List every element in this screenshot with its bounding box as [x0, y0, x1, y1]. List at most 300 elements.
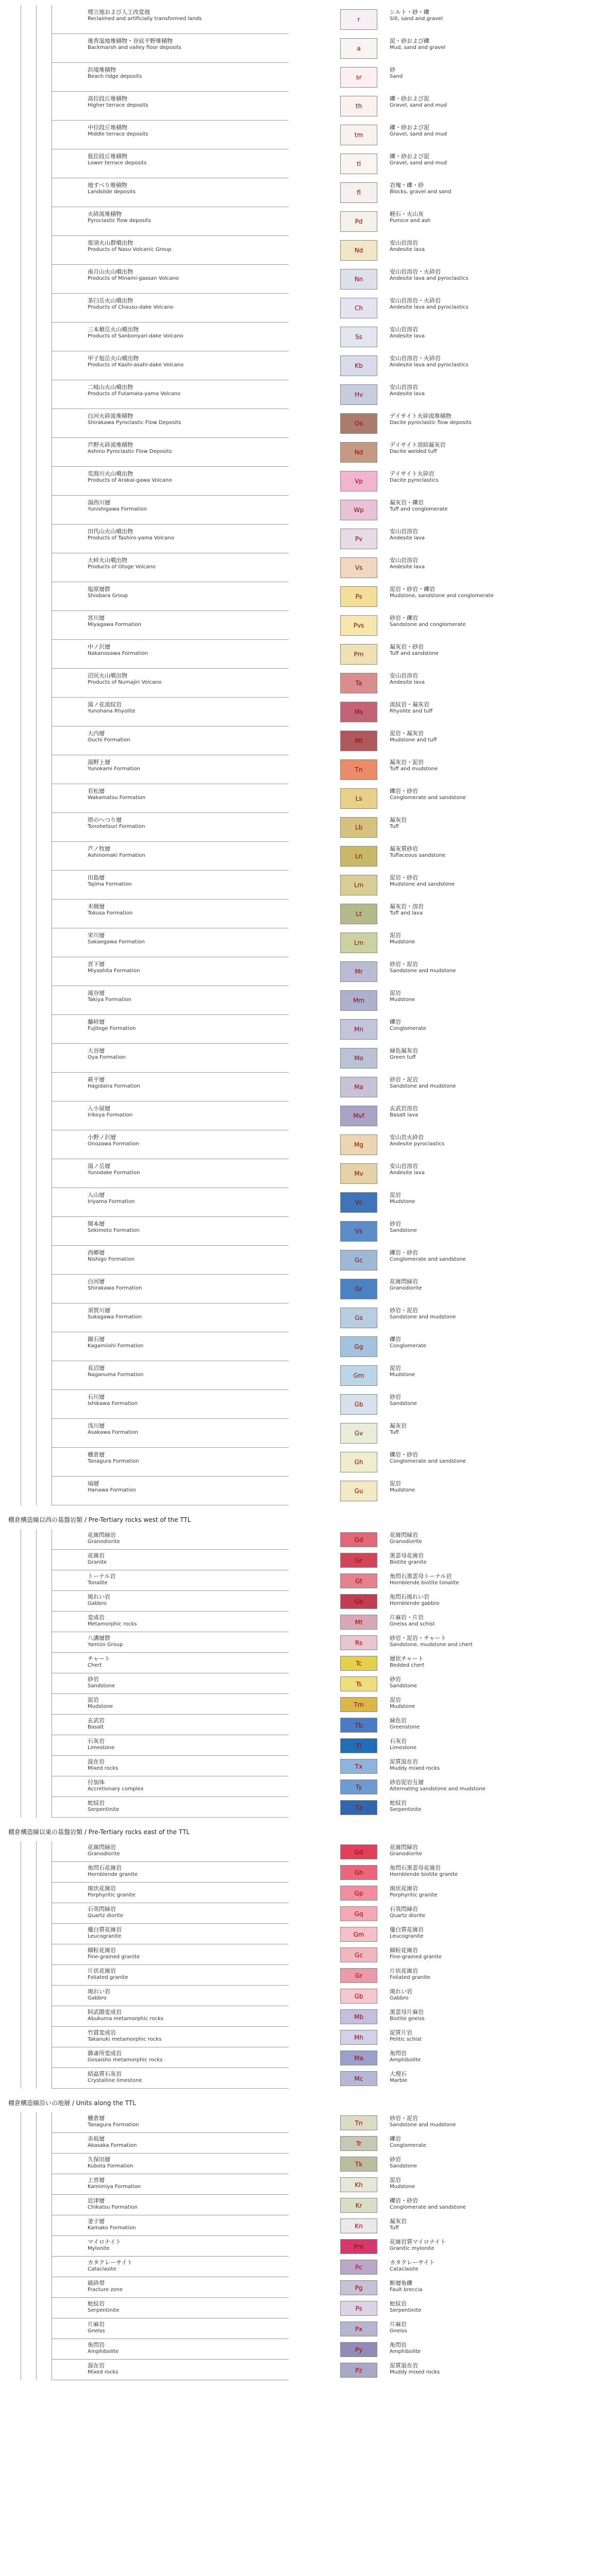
unit-name-en: Shiobara Group — [88, 593, 128, 599]
unit-name-en: Fracture zone — [88, 2287, 123, 2293]
unit-name-en: Sakaegawa Formation — [88, 939, 145, 945]
lithology-en: Gabbro — [390, 1995, 409, 2001]
unit-row — [0, 2195, 600, 2215]
unit-name-en: Ouchi Formation — [88, 737, 130, 743]
unit-code: Mn — [354, 1026, 363, 1033]
unit-color-chip — [340, 1250, 377, 1270]
unit-color-chip — [340, 125, 377, 145]
unit-name-en: Abukuma metamorphic rocks — [88, 2016, 163, 2022]
lithology-en: Conglomerate and sandstone — [390, 1459, 466, 1464]
lithology-en: Quartz diorite — [390, 1913, 426, 1919]
lithology-ja: 緑色岩 — [390, 1717, 407, 1724]
unit-name-ja: 荒海川火山噴出物 — [88, 470, 133, 477]
unit-code: Kh — [355, 2181, 363, 2189]
unit-code: Tm — [354, 1701, 364, 1708]
lithology-en: Andesite lava — [390, 680, 425, 685]
lithology-ja: 礫岩・砂岩 — [390, 1451, 418, 1458]
unit-code: Hv — [354, 391, 363, 398]
unit-code: tm — [354, 131, 363, 139]
unit-code: Vs — [355, 1228, 363, 1235]
unit-code: Gb — [354, 1598, 363, 1605]
unit-color-chip — [340, 2342, 377, 2357]
unit-name-en: Ashino Pyroclastic Flow Deposits — [88, 449, 172, 454]
lithology-ja: 泥岩 — [390, 2177, 401, 2183]
lithology-en: Limestone — [390, 1745, 416, 1751]
section-title: 棚倉構造線沿いの地層 / Units along the TTL — [8, 2099, 136, 2107]
unit-name-ja: マイロナイト — [88, 2239, 122, 2245]
unit-code: Gr — [355, 1972, 363, 1979]
unit-name-ja: 塙層 — [88, 1480, 99, 1487]
unit-name-ja: 埋立地および人工改変地 — [88, 9, 150, 15]
unit-code: Vs — [355, 564, 363, 571]
lithology-ja: 砂岩・泥岩・チャート — [390, 1635, 446, 1641]
unit-row — [0, 2318, 600, 2339]
lithology-ja: 礫岩・砂岩 — [390, 788, 418, 794]
unit-code: Wp — [354, 506, 364, 514]
unit-color-chip — [340, 2177, 377, 2192]
unit-color-chip — [340, 702, 377, 722]
unit-row — [0, 1390, 600, 1419]
lithology-ja: 角閃石黒雲母花崗岩 — [390, 1865, 441, 1871]
unit-name-ja: 石英閃緑岩 — [88, 1906, 116, 1912]
unit-color-chip — [340, 38, 377, 59]
unit-code: Ps — [355, 593, 362, 600]
unit-color-chip — [340, 1697, 377, 1712]
unit-name-en: Metamorphic rocks — [88, 1621, 137, 1627]
unit-row — [0, 2360, 600, 2380]
unit-name-ja: 中ノ沢層 — [88, 643, 110, 650]
unit-name-ja: 那須火山群噴出物 — [88, 240, 133, 246]
unit-code: Vc — [355, 1199, 363, 1206]
unit-name-ja: 須賀川層 — [88, 1307, 110, 1314]
unit-name-ja: 斑れい岩 — [88, 1988, 110, 1995]
lithology-ja: 花崗閃緑岩 — [390, 1532, 418, 1538]
unit-color-chip — [340, 2321, 377, 2336]
lithology-ja: 礫岩・砂岩 — [390, 1249, 418, 1256]
unit-code: Gm — [353, 1930, 364, 1938]
lithology-en: Rhyolite and tuff — [390, 708, 433, 714]
unit-color-chip — [340, 9, 377, 30]
unit-name-ja: 白河層 — [88, 1278, 105, 1285]
unit-name-en: Higher terrace deposits — [88, 103, 148, 108]
unit-code: Nn — [354, 276, 363, 283]
lithology-ja: 軽石・火山灰 — [390, 211, 424, 217]
lithology-en: Sandstone — [390, 2163, 417, 2169]
unit-color-chip — [340, 1759, 377, 1774]
lithology-ja: 安山岩溶岩・火砕岩 — [390, 297, 441, 304]
unit-row — [0, 236, 600, 265]
unit-name-en: Accretionary complex — [88, 1786, 144, 1792]
lithology-en: Tuff — [390, 2225, 399, 2231]
unit-row — [0, 2257, 600, 2277]
unit-name-ja: 混在岩 — [88, 2362, 105, 2369]
unit-code: Ch — [355, 304, 363, 312]
lithology-en: Gravel, sand and mud — [390, 131, 447, 137]
lithology-ja: 断層角礫 — [390, 2280, 412, 2286]
unit-row — [0, 1188, 600, 1217]
lithology-ja: 角閃岩 — [390, 2342, 407, 2348]
section-title: 棚倉構造線以西の基盤岩類 / Pre-Tertiary rocks west of the TTL — [8, 1516, 191, 1523]
unit-row — [0, 669, 600, 698]
unit-color-chip — [340, 471, 377, 492]
lithology-ja: 安山岩溶岩 — [390, 326, 418, 333]
unit-name-ja: 茶臼岳火山噴出物 — [88, 297, 133, 304]
lithology-en: Tuff and conglomerate — [390, 506, 448, 512]
unit-color-chip — [340, 442, 377, 463]
unit-color-chip — [340, 2239, 377, 2254]
unit-name-ja: 栄川層 — [88, 932, 105, 939]
unit-name-ja: 湯西川層 — [88, 499, 110, 506]
lithology-ja: 花崗閃緑岩 — [390, 1278, 418, 1285]
unit-color-chip — [340, 1656, 377, 1671]
unit-row — [0, 34, 600, 63]
unit-name-en: Kamimiya Formation — [88, 2184, 141, 2190]
unit-name-ja: 藤峠層 — [88, 1019, 105, 1025]
unit-name-en: Nakanosawa Formation — [88, 651, 148, 656]
unit-name-en: Products of Nasu Volcanic Group — [88, 247, 172, 252]
unit-name-ja: 変成岩 — [88, 1614, 105, 1621]
unit-name-en: Tanagura Formation — [88, 1459, 139, 1464]
lithology-en: Fine-grained granite — [390, 1954, 442, 1960]
unit-name-en: Fujitoge Formation — [88, 1026, 136, 1031]
unit-name-ja: 若松層 — [88, 788, 105, 794]
unit-code: Tx — [355, 1762, 363, 1770]
unit-color-chip — [340, 1886, 377, 1901]
unit-code: Gq — [354, 1910, 363, 1918]
unit-name-ja: 玄武岩 — [88, 1717, 105, 1724]
unit-name-ja: 釜子層 — [88, 2218, 105, 2225]
unit-name-ja: 西郷層 — [88, 1249, 105, 1256]
unit-code: Pc — [355, 2263, 362, 2271]
lithology-en: Sandstone, mudstone and chert — [390, 1642, 473, 1648]
lithology-ja: 砂岩 — [390, 1676, 401, 1683]
unit-name-en: Amphibolite — [88, 2349, 119, 2354]
unit-color-chip — [340, 1573, 377, 1588]
lithology-ja: カタクレーサイト — [390, 2259, 435, 2266]
lithology-ja: 泥質混在岩 — [390, 1758, 418, 1765]
unit-name-ja: 優白質花崗岩 — [88, 1926, 122, 1933]
unit-code: Gv — [354, 1430, 363, 1437]
unit-color-chip — [340, 2071, 377, 2086]
unit-row — [0, 2277, 600, 2298]
unit-color-chip — [340, 961, 377, 982]
unit-name-ja: 低位段丘堆積物 — [88, 153, 127, 160]
unit-color-chip — [340, 1279, 377, 1299]
lithology-en: Conglomerate — [390, 1026, 426, 1031]
unit-name-ja: チャート — [88, 1655, 110, 1662]
unit-name-ja: 塔のへつり層 — [88, 817, 122, 823]
unit-code: Tn — [355, 2119, 363, 2127]
lithology-ja: 礫岩 — [390, 1019, 401, 1025]
lithology-en: Sandstone — [390, 1228, 417, 1233]
lithology-ja: 泥岩 — [390, 1365, 401, 1371]
unit-name-ja: 後背湿地堆積物・谷底平野堆積物 — [88, 38, 173, 44]
unit-row — [0, 2133, 600, 2154]
unit-row — [0, 698, 600, 726]
unit-row — [0, 1303, 600, 1332]
unit-color-chip — [340, 1865, 377, 1880]
unit-name-en: Asakawa Formation — [88, 1430, 138, 1435]
lithology-en: Mudstone and sandstone — [390, 882, 455, 887]
unit-code: Tb — [355, 1721, 363, 1729]
lithology-ja: 泥岩 — [390, 932, 401, 939]
unit-name-en: Tanagura Formation — [88, 2122, 139, 2128]
lithology-en: Pelitic schist — [390, 2037, 422, 2042]
unit-name-en: Pyroclastic flow deposits — [88, 218, 151, 224]
unit-row — [0, 1419, 600, 1448]
unit-code: Tn — [355, 766, 363, 773]
unit-row — [0, 813, 600, 842]
lithology-en: Cataclasite — [390, 2266, 419, 2272]
lithology-en: Pumice and ash — [390, 218, 431, 224]
lithology-ja: 凝灰岩・礫岩 — [390, 499, 424, 506]
unit-name-en: Products of Futamata-yama Volcano — [88, 391, 181, 397]
lithology-en: Andesite lava and pyroclastics — [390, 362, 469, 368]
lithology-en: Amphibolite — [390, 2057, 421, 2063]
lithology-en: Porphyritic granite — [390, 1892, 438, 1898]
row-divider — [52, 2088, 289, 2089]
lithology-ja: 石英閃緑岩 — [390, 1906, 418, 1912]
unit-name-en: Products of Numajiri Volcano — [88, 680, 162, 685]
unit-row — [0, 1776, 600, 1797]
unit-name-en: Takanuki metamorphic rocks — [88, 2037, 162, 2042]
unit-name-en: Irikoya Formation — [88, 1112, 133, 1118]
lithology-ja: 砂岩 — [390, 1394, 401, 1400]
unit-color-chip — [340, 1738, 377, 1753]
lithology-en: Gneiss and schist — [390, 1621, 435, 1627]
lithology-ja: 泥岩・砂岩・礫岩 — [390, 586, 435, 592]
section-title: 棚倉構造線以東の基盤岩類 / Pre-Tertiary rocks east of the TTL — [8, 1828, 190, 1836]
unit-name-ja: 浜堤堆積物 — [88, 66, 116, 73]
lithology-ja: 斑れい岩 — [390, 1988, 412, 1995]
unit-color-chip — [340, 1221, 377, 1242]
unit-row — [0, 1101, 600, 1130]
unit-code: Gh — [354, 1869, 363, 1876]
unit-name-ja: 中位段丘堆積物 — [88, 124, 127, 131]
unit-name-ja: 湯ノ岳層 — [88, 1163, 110, 1170]
unit-name-en: Products of Otoge Volcano — [88, 564, 156, 570]
unit-color-chip — [340, 1906, 377, 1921]
unit-name-ja: 田島層 — [88, 874, 105, 881]
unit-name-en: Shirakawa Pyroclastic Flow Deposits — [88, 420, 181, 426]
unit-name-ja: 大谷層 — [88, 1047, 105, 1054]
unit-name-en: Foliated granite — [88, 1975, 128, 1980]
lithology-ja: 泥岩 — [390, 1697, 401, 1703]
lithology-en: Bedded chert — [390, 1663, 425, 1668]
unit-row — [0, 207, 600, 236]
unit-color-chip — [340, 788, 377, 809]
unit-name-ja: 八溝層群 — [88, 1635, 110, 1641]
unit-code: Ts — [356, 1680, 362, 1688]
unit-row — [0, 92, 600, 121]
unit-code: Pm — [354, 651, 364, 658]
unit-name-ja: 芦野火砕流堆積物 — [88, 442, 133, 448]
unit-code: Mg — [354, 1141, 363, 1148]
unit-code: Tc — [356, 1659, 362, 1667]
unit-name-en: Hornblende granite — [88, 1872, 138, 1877]
unit-name-ja: 田代山火山噴出物 — [88, 528, 133, 535]
unit-color-chip — [340, 1927, 377, 1942]
unit-color-chip — [340, 1780, 377, 1794]
unit-color-chip — [340, 384, 377, 405]
lithology-en: Mudstone, sandstone and conglomerate — [390, 593, 494, 599]
lithology-en: Granodiorite — [390, 1539, 422, 1545]
unit-name-en: Serpentinite — [88, 2308, 120, 2313]
unit-name-ja: 白河火砕流堆積物 — [88, 413, 133, 419]
lithology-ja: 泥岩 — [390, 1192, 401, 1198]
unit-color-chip — [340, 933, 377, 953]
unit-code: Gc — [355, 1951, 363, 1959]
lithology-en: Biotite gneiss — [390, 2016, 425, 2022]
unit-code: Gh — [354, 1459, 363, 1466]
unit-color-chip — [340, 1077, 377, 1097]
unit-name-en: Backmarsh and valley floor deposits — [88, 45, 181, 50]
unit-color-chip — [340, 2260, 377, 2275]
unit-name-ja: 塩原層群 — [88, 586, 110, 592]
unit-row — [0, 1715, 600, 1735]
unit-row — [0, 842, 600, 871]
lithology-ja: 砂岩 — [390, 2156, 401, 2163]
unit-code: Gc — [355, 1257, 363, 1264]
unit-row — [0, 2215, 600, 2236]
unit-row — [0, 63, 600, 92]
lithology-ja: 片麻岩・片岩 — [390, 1614, 424, 1621]
unit-code: Mc — [354, 2075, 363, 2082]
unit-color-chip — [340, 1134, 377, 1155]
unit-code: Nd — [354, 449, 363, 456]
unit-row — [0, 582, 600, 611]
unit-row — [0, 2006, 600, 2027]
unit-row — [0, 986, 600, 1015]
unit-color-chip — [340, 1718, 377, 1733]
unit-name-en: Naganuma Formation — [88, 1372, 144, 1378]
lithology-ja: 礫岩 — [390, 2136, 401, 2142]
lithology-en: Tuff — [390, 1430, 399, 1435]
lithology-en: Andesite lava — [390, 247, 425, 252]
lithology-ja: 泥岩 — [390, 990, 401, 996]
lithology-en: Muddy mixed rocks — [390, 1766, 440, 1771]
unit-name-en: Granite — [88, 1560, 107, 1565]
unit-color-chip — [340, 586, 377, 607]
unit-name-en: Fine-grained granite — [88, 1954, 140, 1960]
unit-name-en: Yamizo Group — [88, 1642, 123, 1648]
unit-row — [0, 928, 600, 957]
unit-code: Ms — [354, 708, 363, 716]
unit-row — [0, 524, 600, 553]
unit-row — [0, 121, 600, 149]
unit-color-chip — [340, 846, 377, 867]
lithology-ja: 泥岩・砂岩 — [390, 874, 418, 881]
unit-color-chip — [340, 2280, 377, 2295]
unit-name-ja: 萩平層 — [88, 1076, 105, 1083]
unit-code: Os — [355, 420, 363, 427]
unit-code: Pz — [355, 2366, 362, 2374]
unit-color-chip — [340, 1192, 377, 1213]
unit-code: Mt — [355, 1618, 363, 1626]
unit-name-ja: トーナル岩 — [88, 1573, 116, 1580]
unit-name-ja: 片麻岩 — [88, 2321, 105, 2328]
unit-color-chip — [340, 2136, 377, 2151]
unit-name-en: Porphyritic granite — [88, 1892, 136, 1898]
lithology-ja: 砂岩・泥岩 — [390, 1307, 418, 1314]
lithology-ja: 泥岩 — [390, 1480, 401, 1487]
lithology-en: Silt, sand and gravel — [390, 16, 443, 22]
lithology-en: Mudstone and tuff — [390, 737, 437, 743]
lithology-ja: 砂岩・泥岩 — [390, 1076, 418, 1083]
lithology-ja: 凝灰岩・泥岩 — [390, 759, 424, 766]
unit-name-ja: 宮下層 — [88, 961, 105, 968]
unit-name-ja: 泥岩 — [88, 1697, 99, 1703]
unit-name-en: Tajima Formation — [88, 882, 132, 887]
unit-row — [0, 1883, 600, 1903]
lithology-ja: 礫岩 — [390, 1336, 401, 1343]
unit-code: Vp — [355, 478, 363, 485]
unit-row — [0, 1361, 600, 1390]
unit-color-chip — [340, 154, 377, 174]
unit-color-chip — [340, 1019, 377, 1040]
unit-code: Ln — [355, 853, 363, 860]
unit-color-chip — [340, 67, 377, 88]
unit-name-en: Beach ridge deposits — [88, 74, 142, 79]
unit-name-ja: 棚倉層 — [88, 1451, 105, 1458]
unit-row — [0, 1448, 600, 1477]
unit-name-ja: 破砕帯 — [88, 2280, 105, 2286]
lithology-en: Mudstone — [390, 1199, 415, 1205]
lithology-ja: 砂岩・泥岩 — [390, 2115, 418, 2122]
lithology-ja: 礫・砂および泥 — [390, 95, 429, 102]
unit-row — [0, 1903, 600, 1924]
unit-name-en: Yunohana Rhyolite — [88, 708, 136, 714]
lithology-en: Sandstone and mudstone — [390, 2122, 456, 2128]
unit-code: Pv — [355, 535, 363, 543]
unit-name-en: Serpentinite — [88, 1807, 120, 1812]
unit-name-en: Hagidaira Formation — [88, 1083, 140, 1089]
unit-name-ja: 蛇紋岩 — [88, 2300, 105, 2307]
lithology-ja: デイサイト火砕岩 — [390, 470, 435, 477]
lithology-ja: 岩塊・礫・砂 — [390, 182, 424, 189]
unit-color-chip — [340, 269, 377, 290]
unit-code: Tr — [356, 2140, 362, 2147]
unit-color-chip — [340, 1553, 377, 1568]
unit-code: Mvf — [353, 1112, 364, 1120]
unit-code: Gp — [354, 1889, 363, 1897]
lithology-ja: 細粒花崗岩 — [390, 1947, 418, 1954]
unit-name-en: Sekimoto Formation — [88, 1228, 140, 1233]
lithology-ja: 安山岩溶岩 — [390, 1163, 418, 1170]
unit-row — [0, 294, 600, 323]
unit-name-ja: 長沼層 — [88, 1365, 105, 1371]
unit-name-en: Mudstone — [88, 1704, 113, 1709]
unit-color-chip — [340, 298, 377, 318]
unit-name-ja: 砂岩 — [88, 1676, 99, 1683]
unit-name-en: Gosaisho metamorphic rocks — [88, 2057, 163, 2063]
unit-color-chip — [340, 355, 377, 376]
unit-row — [0, 1694, 600, 1715]
lithology-en: Greenstone — [390, 1724, 420, 1730]
unit-name-en: Nishigo Formation — [88, 1257, 135, 1262]
lithology-en: Tuff and sandstone — [390, 651, 439, 656]
lithology-ja: 礫・砂および泥 — [390, 124, 429, 131]
unit-name-en: Sandstone — [88, 1683, 115, 1689]
lithology-en: Mudstone — [390, 1704, 415, 1709]
lithology-en: Gravel, sand and mud — [390, 103, 447, 108]
lithology-ja: 片麻岩 — [390, 2321, 407, 2328]
unit-code: Ps — [355, 2304, 362, 2312]
unit-color-chip — [340, 557, 377, 578]
unit-name-en: Shirakawa Formation — [88, 1285, 142, 1291]
unit-name-en: Granodiorite — [88, 1851, 120, 1857]
unit-color-chip — [340, 2301, 377, 2316]
